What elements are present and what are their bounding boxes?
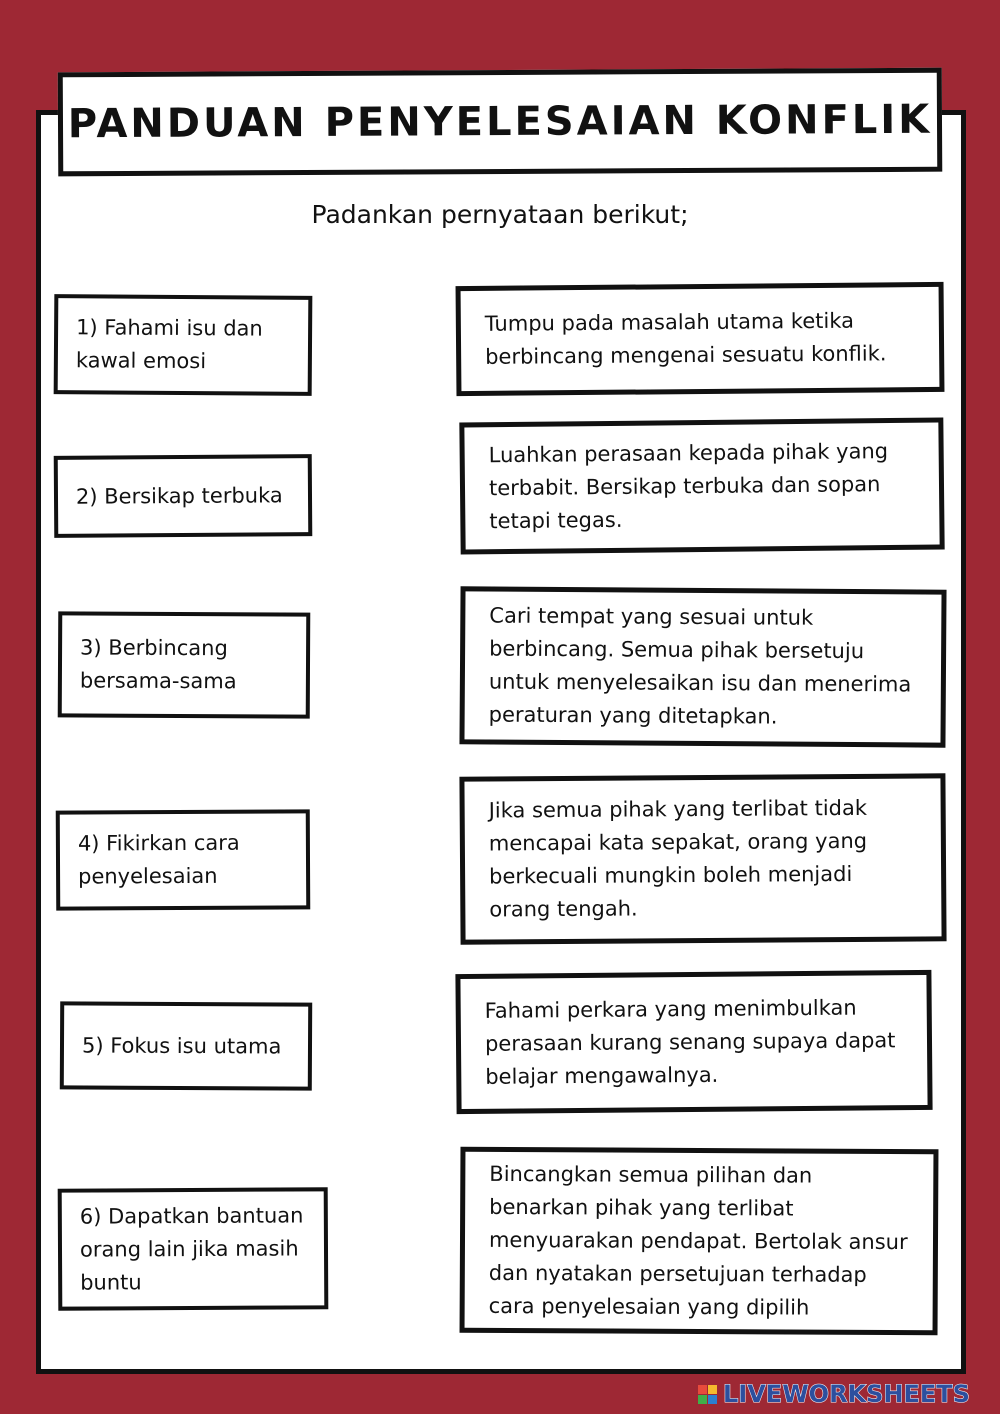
match-item-left[interactable] <box>56 809 311 910</box>
liveworksheets-watermark <box>698 1380 970 1408</box>
instruction-text: Padankan pernyataan berikut; <box>311 200 689 229</box>
title-banner <box>58 68 943 177</box>
match-item-label: 2) Bersikap terbuka <box>75 482 283 509</box>
logo-square <box>708 1395 717 1404</box>
match-item-label: 5) Fokus isu utama <box>81 1032 282 1058</box>
match-item-label: 4) Fikirkan cara penyelesaian <box>77 830 240 889</box>
match-item-label: 1) Fahami isu dan kawal emosi <box>75 315 263 374</box>
logo-square <box>698 1395 707 1404</box>
match-item-left[interactable] <box>58 611 311 718</box>
match-item-right[interactable] <box>459 773 946 944</box>
match-item-right[interactable] <box>456 282 945 396</box>
page-title: PANDUAN PENYELESAIAN KONFLIK <box>67 96 933 148</box>
match-item-text: Bincangkan semua pilihan dan benarkan pihak yang terlibat menyuarakan pendapat. Bertolak ansur dan nyatakan persetujuan terhadap cara penyelesaian yang dipilih <box>488 1161 908 1320</box>
match-item-right[interactable] <box>459 417 944 554</box>
match-item-label: 3) Berbincang bersama-sama <box>79 635 237 694</box>
match-item-left[interactable] <box>54 294 313 396</box>
match-item-label: 6) Dapatkan bantuan orang lain jika masih buntu <box>79 1202 304 1295</box>
match-item-text: Luahkan perasaan kepada pihak yang terbabit. Bersikap terbuka dan sopan tetapi tegas. <box>488 438 889 533</box>
match-item-text: Tumpu pada masalah utama ketika berbincang mengenai sesuatu konflik. <box>484 308 887 369</box>
logo-square <box>698 1385 707 1394</box>
match-item-text: Jika semua pihak yang terlibat tidak mencapai kata sepakat, orang yang berkecuali mungkin boleh menjadi orang tengah. <box>488 795 868 922</box>
watermark-text: LIVEWORKSHEETS <box>723 1380 970 1408</box>
match-item-right[interactable] <box>455 970 932 1114</box>
match-item-text: Fahami perkara yang menimbulkan perasaan kurang senang supaya dapat belajar mengawalnya. <box>484 995 896 1089</box>
match-item-right[interactable] <box>460 1147 939 1336</box>
match-item-left[interactable] <box>54 454 313 538</box>
match-item-text: Cari tempat yang sesuai untuk berbincang. Semua pihak bersetuju untuk menyelesaikan isu dan menerima peraturan yang ditetapkan. <box>488 603 912 729</box>
match-item-left[interactable] <box>60 1001 312 1090</box>
match-item-right[interactable] <box>459 586 946 747</box>
logo-square <box>708 1385 717 1394</box>
match-item-left[interactable] <box>58 1187 329 1310</box>
liveworksheets-logo-icon <box>698 1385 717 1404</box>
